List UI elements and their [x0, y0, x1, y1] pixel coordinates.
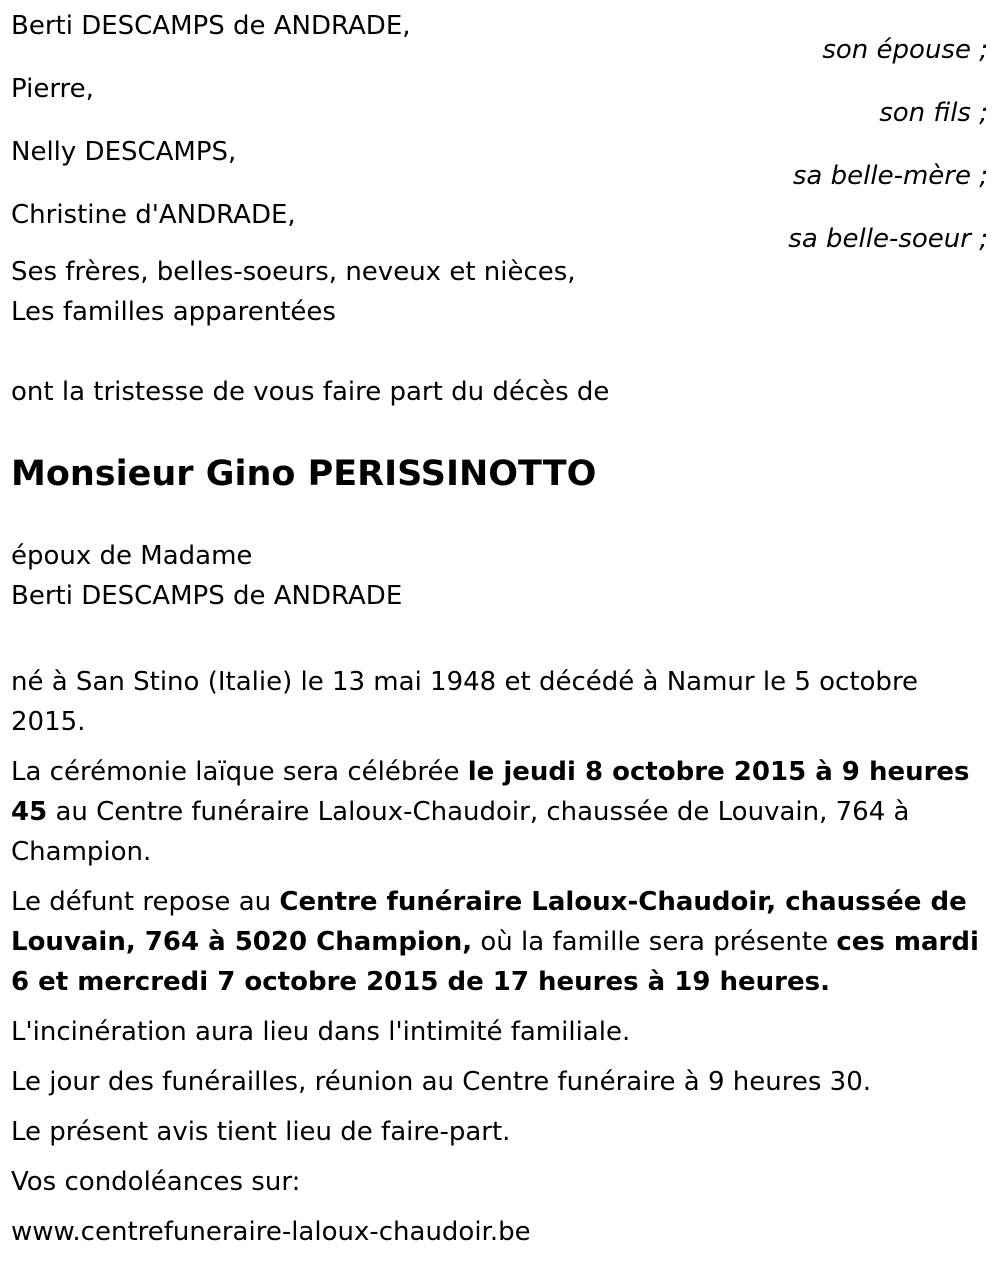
ceremony-intro: La cérémonie laïque sera célébrée: [11, 757, 468, 787]
relative-name: Nelly DESCAMPS,: [11, 137, 237, 167]
condolences-label: Vos condoléances sur:: [11, 1167, 301, 1197]
relative-entry: [11, 63, 988, 126]
other-relatives: [11, 252, 988, 332]
other-relatives-line: Les familles apparentées: [11, 297, 336, 327]
condolences-url[interactable]: www.centrefuneraire-laloux-chaudoir.be: [11, 1217, 531, 1247]
cremation-paragraph: L'incinération aura lieu dans l'intimité familiale.: [11, 1017, 631, 1047]
deceased-name: Monsieur Gino PERISSINOTTO: [11, 454, 597, 494]
viewing-middle: où la famille sera présente: [472, 927, 837, 957]
relative-entry: [11, 0, 988, 63]
ceremony-paragraph: [11, 752, 988, 872]
viewing-paragraph: [11, 882, 988, 1002]
viewing-intro: Le défunt repose au: [11, 887, 280, 917]
spouse-line: époux de Madame: [11, 541, 253, 571]
relative-entry: [11, 189, 988, 252]
ceremony-date: le jeudi 8 octobre 2015 à 9 heures 45: [11, 757, 970, 827]
announcement: ont la tristesse de vous faire part du décès de: [11, 377, 610, 407]
relative-name: Christine d'ANDRADE,: [11, 200, 296, 230]
spouse-block: [11, 536, 988, 616]
funeral-day-paragraph: Le jour des funérailles, réunion au Centre funéraire à 9 heures 30.: [11, 1067, 872, 1097]
ceremony-place: au Centre funéraire Laloux-Chaudoir, chaussée de Louvain, 764 à Champion.: [11, 797, 910, 867]
notice-paragraph: Le présent avis tient lieu de faire-part.: [11, 1117, 511, 1147]
relative-name: Pierre,: [11, 74, 94, 104]
other-relatives-line: Ses frères, belles-soeurs, neveux et nièces,: [11, 257, 576, 287]
relative-role: son fils ;: [879, 98, 988, 128]
relative-role: son épouse ;: [822, 35, 988, 65]
viewing-dates: ces mardi 6 et mercredi 7 octobre 2015 de 17 heures à 19 heures.: [11, 927, 979, 997]
birth-death-paragraph: né à San Stino (Italie) le 13 mai 1948 et décédé à Namur le 5 octobre 2015.: [11, 667, 919, 737]
relative-role: sa belle-soeur ;: [788, 224, 988, 254]
viewing-place: Centre funéraire Laloux-Chaudoir, chaussée de Louvain, 764 à 5020 Champion,: [11, 887, 967, 957]
relative-role: sa belle-mère ;: [792, 161, 988, 191]
spouse-line: Berti DESCAMPS de ANDRADE: [11, 581, 403, 611]
relative-name: Berti DESCAMPS de ANDRADE,: [11, 11, 411, 41]
relative-entry: [11, 126, 988, 189]
